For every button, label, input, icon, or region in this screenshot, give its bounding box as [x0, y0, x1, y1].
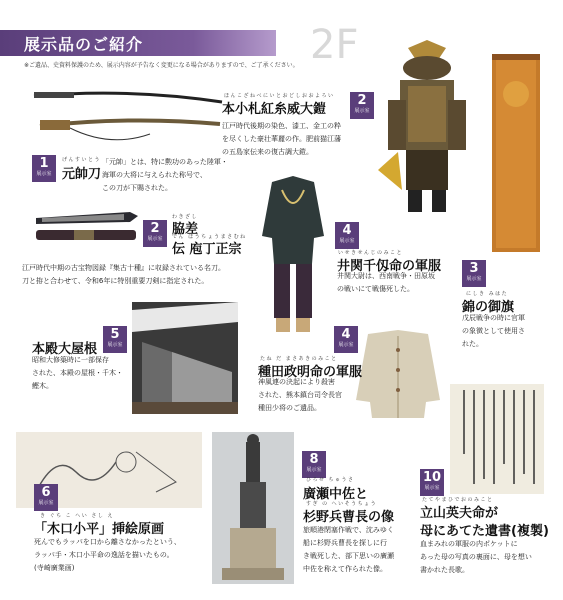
statue-image [212, 432, 294, 584]
room-badge-2a: 2 展示室 [350, 92, 374, 119]
armor-image [378, 40, 476, 215]
item-5-desc: 昭和大修築時に一部保存 された、本殿の屋根・千木・ 鰹木。 [32, 356, 123, 390]
page-title: 展示品のご紹介 [24, 35, 144, 54]
item-4b-title: 種田政明命の軍服 [258, 365, 363, 380]
item-3-ruby: にしき みはた [466, 291, 509, 297]
item-8-title: 廣瀬中佐と [303, 487, 369, 502]
item-6-desc: 死んでもラッパを口から離さなかったという、 ラッパ手・木口小平命の逸話を描いたもの。 (寺崎廣業画) [34, 538, 181, 572]
item-4a-ruby: いせきせんじのみこと [338, 250, 404, 256]
item-1-ruby: げんすいとう [62, 157, 102, 163]
floor-label: 2F [310, 22, 359, 68]
room-badge-5: 5 展示室 [103, 326, 127, 353]
uniform-image-1 [258, 176, 328, 336]
room-badge-3: 3 展示室 [462, 260, 486, 287]
item-2a-desc: 江戸時代後期の染色、漆工、金工の粋 を尽くした豪壮華麗の作。肥前猫江藩 の五島家伝来の復古調大鎧。 [222, 122, 341, 156]
banner-image [492, 54, 540, 252]
item-10-ruby: たてやまひでおのみこと [422, 497, 494, 503]
item-6-ruby: き ぐち こ へい さし え [40, 513, 114, 519]
item-1-desc: 「元帥」とは、特に勲功のあった陸軍・ 海軍の大将に与えられた称号で、 この刀が下賜された。 [102, 158, 228, 192]
room-badge-6: 6 展示室 [34, 484, 58, 511]
uniform-image-2 [354, 330, 442, 420]
dagger-image [34, 204, 140, 246]
room-badge-1: 1 展示室 [32, 155, 56, 182]
item-4a-title: 井関千仭命の軍服 [337, 259, 442, 274]
item-2b-ruby2: でん ほうちょうまさむね [172, 234, 247, 240]
item-6-title: 「木口小平」挿絵原画 [34, 522, 165, 537]
item-5-title: 本殿大屋根 [32, 342, 98, 357]
item-2b-title2: 伝 庖丁正宗 [172, 242, 242, 257]
item-2b-desc: 江戸時代中期の古宝物図録『集古十種』に収録されている名刀。 刀と拵と合わせて、令和6年に特別重要刀剣に指定された。 [22, 264, 225, 285]
item-10-desc: 血まみれの軍服の内ポケットに あった母の写真の裏面に、母を想い 書かれた長歌。 [420, 540, 532, 574]
room-badge-2b: 2 展示室 [143, 220, 167, 247]
item-2b-title: 脇差 [172, 222, 199, 237]
notice-text: ※ご遺品、史資料保護のため、展示内容が予告なく変更になる場合がありますので、ご了承ください。 [24, 62, 299, 69]
item-10-title: 立山英夫命が [420, 506, 499, 521]
item-8-ruby2: すぎ の へいそうちょう [306, 501, 378, 507]
item-4b-ruby: たね だ まさあきのみこと [260, 356, 338, 362]
room-badge-10: 10 展示室 [420, 469, 444, 496]
room-badge-8: 8 展示室 [302, 451, 326, 478]
item-2a-ruby: ほんこざねべにいとおどしおおよろい [224, 93, 335, 99]
roof-image [132, 302, 238, 414]
item-2b-ruby: わきざし [172, 214, 199, 220]
room-badge-4a: 4 展示室 [335, 222, 359, 249]
item-8-title2: 杉野兵曹長の像 [303, 510, 395, 525]
letter-image [450, 384, 544, 494]
item-4b-desc: 神風連の決起により殺害 された、熊本鎮台司令長官 種田少将のご遺品。 [258, 378, 342, 412]
item-1-title: 元帥刀 [62, 167, 102, 182]
sword-image [30, 86, 226, 156]
item-4a-desc: 井関大尉は、西南戦争・田原坂 の戦いにて戦傷死した。 [337, 272, 435, 293]
item-8-desc: 旅順港閉塞作戦で、沈みゆく 船に杉野兵曹長を探しに行 き戦死した、部下思いの廣瀬 中佐を称えて作られた像。 [303, 526, 394, 573]
room-badge-4b: 4 展示室 [334, 326, 358, 353]
item-8-ruby: ひろせ ちゅうさ [306, 477, 355, 483]
item-3-title: 錦の御旗 [462, 300, 515, 315]
item-3-desc: 戊辰戦争の時に官軍 の象徴として使用さ れた。 [462, 314, 525, 348]
item-10-title2: 母にあてた遺書(複製) [420, 524, 549, 539]
item-2a-title: 本小札紅糸威大鎧 [222, 102, 327, 117]
